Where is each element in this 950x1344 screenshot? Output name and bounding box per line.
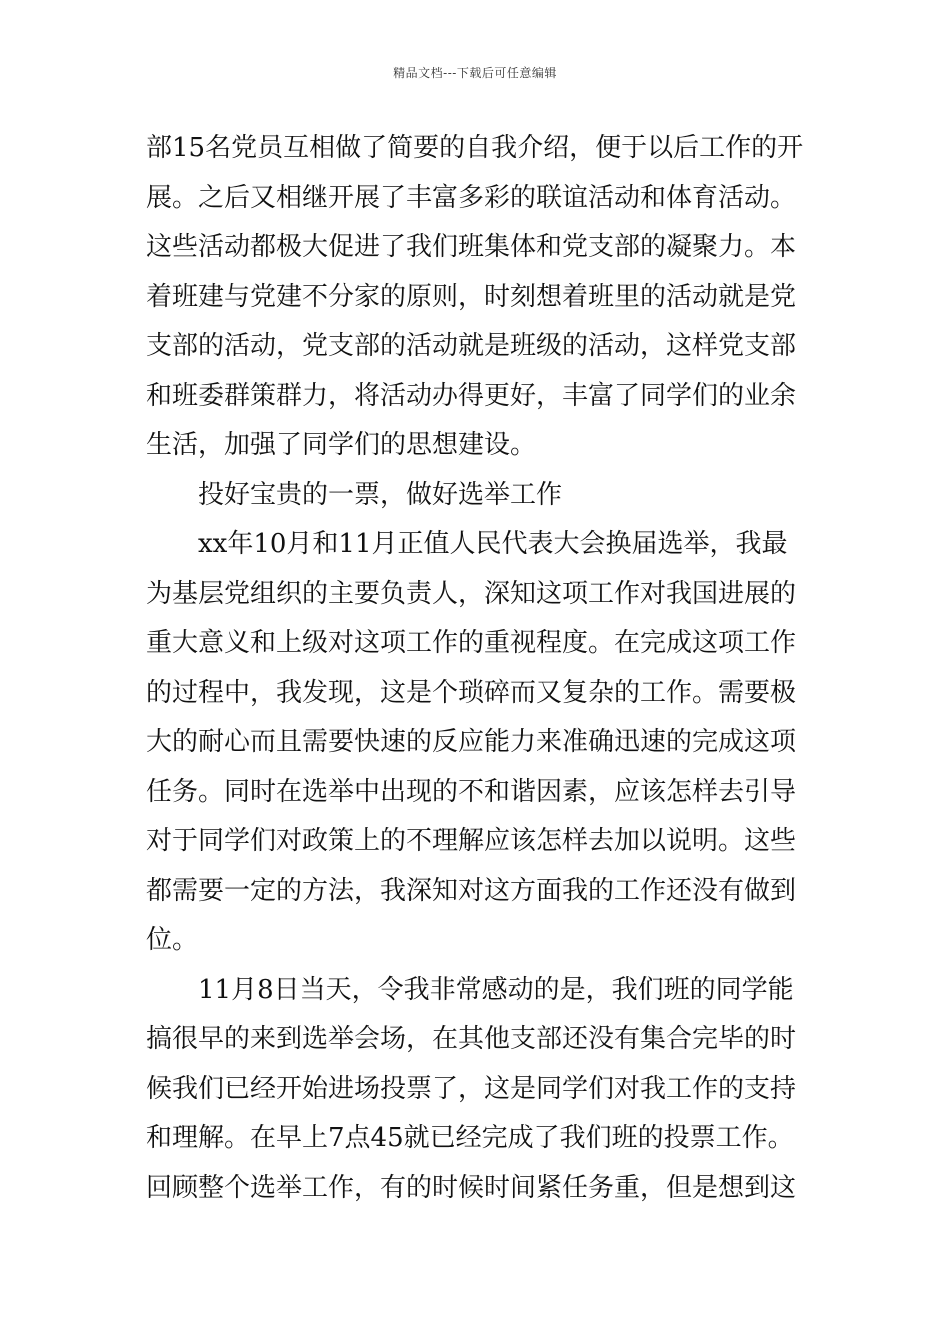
- text-line: 生活，加强了同学们的思想建设。: [146, 430, 537, 460]
- text-line: 这些活动都极大促进了我们班集体和党支部的凝聚力。本: [146, 232, 797, 262]
- text-line: 部15名党员互相做了简要的自我介绍，便于以后工作的开: [146, 133, 804, 163]
- text-line: 和理解。在早上7点45就已经完成了我们班的投票工作。: [146, 1123, 794, 1153]
- text-line: 候我们已经开始进场投票了，这是同学们对我工作的支持: [146, 1073, 797, 1104]
- text-line: 展。之后又相继开展了丰富多彩的联谊活动和体育活动。: [146, 182, 797, 213]
- text-line: 对于同学们对政策上的不理解应该怎样去加以说明。这些: [146, 826, 797, 856]
- document-body: [146, 124, 808, 1213]
- text-line: 和班委群策群力，将活动办得更好，丰富了同学们的业余: [146, 380, 797, 411]
- text-line: 为基层党组织的主要负责人，深知这项工作对我国进展的: [146, 578, 797, 609]
- text-line: 都需要一定的方法，我深知对这方面我的工作还没有做到: [146, 875, 797, 906]
- page-header: 精品文档---下载后可任意编辑: [393, 66, 557, 80]
- text-line: 搞很早的来到选举会场，在其他支部还没有集合完毕的时: [146, 1024, 797, 1054]
- text-line: 任务。同时在选举中出现的不和谐因素，应该怎样去引导: [146, 776, 797, 807]
- text-line: 回顾整个选举工作，有的时候时间紧任务重，但是想到这: [146, 1172, 797, 1203]
- text-line: 重大意义和上级对这项工作的重视程度。在完成这项工作: [146, 628, 797, 658]
- text-line: 位。: [146, 925, 199, 955]
- text-line: xx年10月和11月正值人民代表大会换届选举，我最: [198, 529, 788, 559]
- text-line: 的过程中，我发现，这是个琐碎而又复杂的工作。需要极: [146, 677, 797, 708]
- text-line: 着班建与党建不分家的原则，时刻想着班里的活动就是党: [146, 281, 797, 312]
- text-line: 大的耐心而且需要快速的反应能力来准确迅速的完成这项: [146, 727, 797, 757]
- text-line: 支部的活动，党支部的活动就是班级的活动，这样党支部: [146, 331, 797, 361]
- text-line: 11月8日当天，令我非常感动的是，我们班的同学能: [198, 974, 794, 1005]
- section-heading: 投好宝贵的一票，做好选举工作: [198, 479, 563, 510]
